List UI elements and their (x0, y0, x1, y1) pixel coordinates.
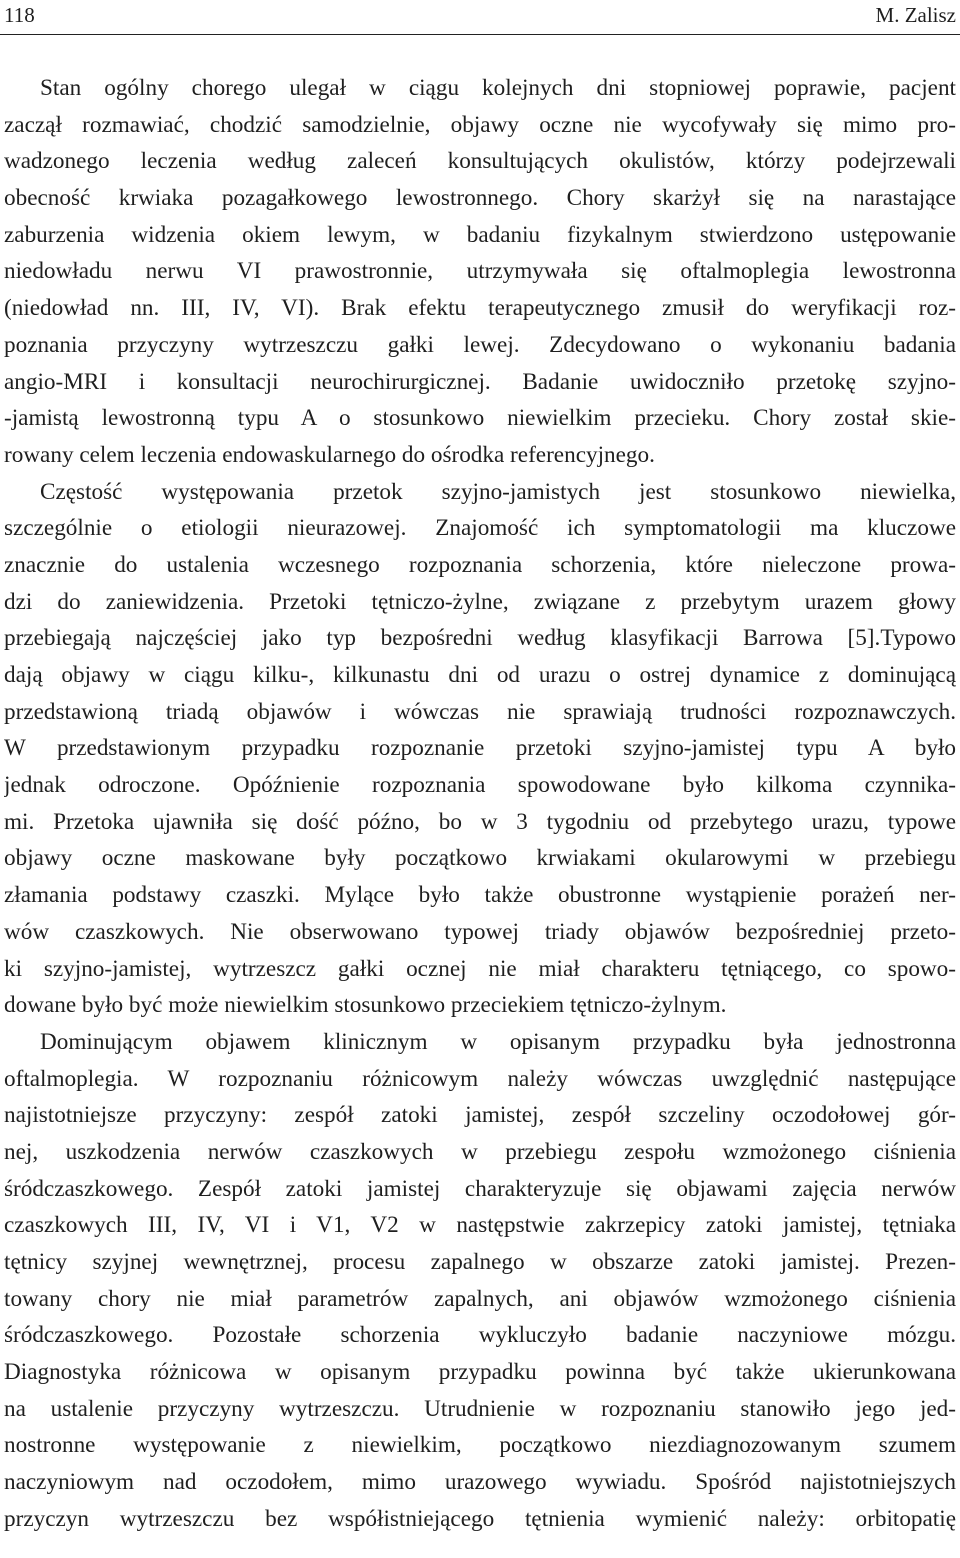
text-line: najistotniejsze przyczyny: zespół zatoki jamistej, zespół szczeliny oczodołowej gór- (4, 1102, 956, 1129)
text-line: nej, uszkodzenia nerwów czaszkowych w przebiegu zespołu wzmożonego ciśnienia (4, 1138, 956, 1165)
text-line: Dominującym objawem klinicznym w opisanym przypadku była jednostronna (40, 1028, 956, 1055)
text-line: znacznie do ustalenia wczesnego rozpoznania schorzenia, które nieleczone prowa- (4, 551, 956, 578)
text-line: dają objawy w ciągu kilku-, kilkunastu dni od urazu o ostrej dynamice z dominującą (4, 662, 956, 688)
text-line: Diagnostyka różnicowa w opisanym przypadku powinna być także ukierunkowana (4, 1359, 956, 1386)
text-line: wów czaszkowych. Nie obserwowano typowej triady objawów bezpośredniej przeto- (4, 918, 956, 945)
text-line: niedowładu nerwu VI prawostronnie, utrzymywała się oftalmoplegia lewostronna (4, 258, 956, 285)
paragraph (4, 70, 956, 474)
body-text (4, 70, 956, 1538)
text-line: jednak odroczone. Opóźnienie rozpoznania spowodowane było kilkoma czynnika- (4, 772, 956, 799)
text-line: oftalmoplegia. W rozpoznaniu różnicowym należy wówczas uwzględnić następujące (4, 1065, 956, 1092)
text-line: poznania przyczyny wytrzeszczu gałki lewej. Zdecydowano o wykonaniu badania (4, 331, 956, 358)
text-line: szczególnie o etiologii nieurazowej. Znajomość ich symptomatologii ma kluczowe (4, 515, 956, 542)
text-line: śródczaszkowego. Zespół zatoki jamistej charakteryzuje się objawami zajęcia nerwów (4, 1175, 956, 1202)
running-head-author: M. Zalisz (875, 3, 956, 27)
text-line: wadzonego leczenia według zaleceń konsultujących okulistów, którzy podejrzewali (4, 148, 956, 175)
paragraph (4, 474, 956, 1024)
text-line: dowane było być może niewielkim stosunkowo przeciekiem tętniczo-żylnym. (4, 992, 727, 1019)
text-line: czaszkowych III, IV, VI i V1, V2 w następstwie zakrzepicy zatoki jamistej, tętniaka (4, 1212, 956, 1239)
text-line: śródczaszkowego. Pozostałe schorzenia wykluczyło badanie naczyniowe mózgu. (4, 1322, 956, 1349)
text-line: objawy oczne maskowane były początkowo krwiakami okularowymi w przebiegu (4, 845, 956, 872)
text-line: rowany celem leczenia endowaskularnego do ośrodka referencyjnego. (4, 441, 655, 468)
text-line: towany chory nie miał parametrów zapalnych, ani objawów wzmożonego ciśnienia (4, 1285, 956, 1312)
page-number: 118 (4, 3, 35, 27)
text-line: zaburzenia widzenia okiem lewym, w badaniu fizykalnym stwierdzono ustępowanie (4, 221, 956, 248)
text-line: Stan ogólny chorego ulegał w ciągu kolejnych dni stopniowej poprawie, pacjent (40, 75, 956, 101)
text-line: przebiegają najczęściej jako typ bezpośredni według klasyfikacji Barrowa [5].Typowo (4, 625, 956, 652)
paragraph (4, 1024, 956, 1538)
text-line: przyczyn wytrzeszczu bez współistniejącego tętnienia wymienić należy: orbitopatię (4, 1505, 956, 1532)
text-line: tętnicy szyjnej wewnętrznej, procesu zapalnego w obszarze zatoki jamistej. Prezen- (4, 1249, 956, 1275)
text-line: nostronne występowanie z niewielkim, początkowo niezdiagnozowanym szumem (4, 1432, 956, 1459)
text-line: angio-MRI i konsultacji neurochirurgicznej. Badanie uwidoczniło przetokę szyjno- (4, 368, 956, 395)
text-line: przedstawioną triadą objawów i wówczas nie sprawiają trudności rozpoznawczych. (4, 698, 956, 725)
text-line: obecność krwiaka pozagałkowego lewostronnego. Chory skarżył się na narastające (4, 185, 956, 212)
text-line: -jamistą lewostronną typu A o stosunkowo niewielkim przecieku. Chory został skie- (4, 405, 956, 432)
page-header (0, 0, 960, 35)
text-line: złamania podstawy czaszki. Mylące było także obustronne wystąpienie porażeń ner- (4, 882, 956, 909)
text-line: mi. Przetoka ujawniła się dość późno, bo w 3 tygodniu od przebytego urazu, typowe (4, 808, 956, 835)
text-line: dzi do zaniewidzenia. Przetoki tętniczo-żylne, związane z przebytym urazem głowy (4, 588, 956, 615)
text-line: naczyniowym nad oczodołem, mimo urazowego wywiadu. Spośród najistotniejszych (4, 1469, 956, 1496)
text-line: W przedstawionym przypadku rozpoznanie przetoki szyjno-jamistej typu A było (4, 735, 956, 762)
text-line: zaczął rozmawiać, chodzić samodzielnie, objawy oczne nie wycofywały się mimo pro- (4, 111, 956, 138)
text-line: na ustalenie przyczyny wytrzeszczu. Utrudnienie w rozpoznaniu stanowiło jego jed- (4, 1395, 956, 1422)
text-line: Częstość występowania przetok szyjno-jamistych jest stosunkowo niewielka, (40, 478, 956, 505)
text-line: ki szyjno-jamistej, wytrzeszcz gałki ocznej nie miał charakteru tętniącego, co spowo- (4, 955, 956, 982)
text-line: (niedowład nn. III, IV, VI). Brak efektu terapeutycznego zmusił do weryfikacji roz- (4, 295, 956, 322)
